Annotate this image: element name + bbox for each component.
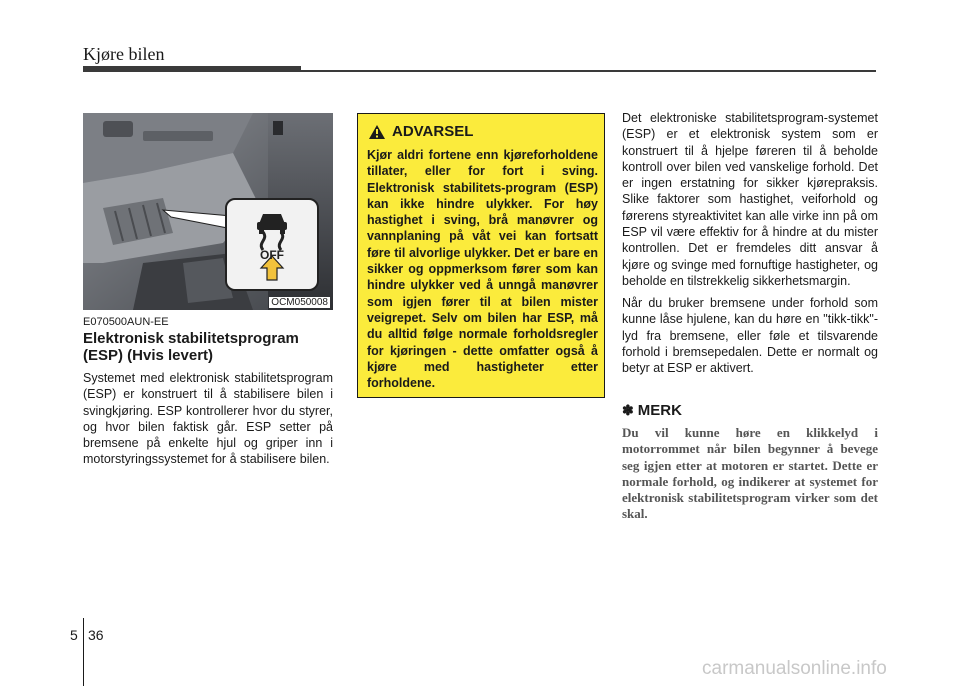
brake-description: Når du bruker bremsene under forhold som kunne låse hjulene, kan du høre en "tikk-tikk"-lyd fra bremsene, eller føle et tilsvarende forhold i bremsepedalen. Dette er normalt og betyr at ESP er aktivert. [622,296,878,376]
note-star-icon: ✽ [622,402,634,418]
page-header-title: Kjøre bilen [83,44,165,64]
section-code: E070500AUN-EE [83,316,169,328]
header-rule-thin [301,70,876,72]
note-title: MERK [637,402,682,419]
esp-off-button-callout [225,198,319,291]
note-text: Du vil kunne høre en klikkelyd i motorrommet når bilen begynner å bevege seg igjen etter at motoren er startet. Dette er normale forhold, og indikerer at systemet for elektronisk stabilitetsprogram virker som det skal. [622,425,878,522]
warning-title: ADVARSEL [392,123,474,140]
esp-car-skid-icon [227,200,317,289]
footer-divider [83,618,84,686]
warning-text: Kjør aldri fortene enn kjøreforholdene tillater, eller for fort i sving. Elektronisk stabilitets-program (ESP) kan ikke hindre ulykker. For høy hastighet i sving, brå manøvrer og vannplaning på våt vei kan fortsatt føre til alvorlige ulykker. Det er bare en sikker og oppmerksom fører som kan hindre ulykker ved å unngå manøvrer som igjen fører til at bilen mister veigrepet. Selv om bilen har ESP, må du alltid følge normale forholdsregler for kjøringen - dette omfatter også å kjøre med hastigheter etter forholdene. [367,148,598,391]
warning-triangle-icon [368,124,386,140]
footer-section-number: 5 [70,627,78,643]
warning-header [368,123,473,140]
footer-page-number: 36 [88,627,104,643]
note-heading [622,402,682,419]
esp-off-label: OFF [260,248,284,262]
section-body: Systemet med elektronisk stabilitetsprogram (ESP) er konstruert til å stabilisere bilen i svingkjøring. ESP kontrollerer hvor du styrer, og hvor bilen faktisk går. ESP setter på bremsene på enkelte hjul og griper inn i motorstyringssystemet for å stabilisere bilen. [83,371,333,467]
watermark: carmanualsonline.info [702,658,887,679]
warning-box [357,113,605,398]
section-heading: Elektronisk stabilitetsprogram (ESP) (Hvis levert) [83,330,299,364]
esp-description: Det elektroniske stabilitetsprogram-systemet (ESP) er et elektronisk system som er konstruert til å hjelpe føreren til å beholde kontroll over bilen ved vanskelige forhold. Det er ingen erstatning for sikker kjørepraksis. Slike faktorer som hastighet, veiforhold og førerens styreaktivitet kan alle virke inn på om ESP vil være effektiv for å hindre at du mister kontrollen. Det er fremdeles ditt ansvar å kjøre og svinge med fornuftige hastigheter, og beholde en tilstrekkelig sikkerhetsmargin. [622,111,878,288]
dashboard-photo [83,113,333,310]
header-rule-thick [83,66,301,72]
figure-caption: OCM050008 [271,297,328,308]
